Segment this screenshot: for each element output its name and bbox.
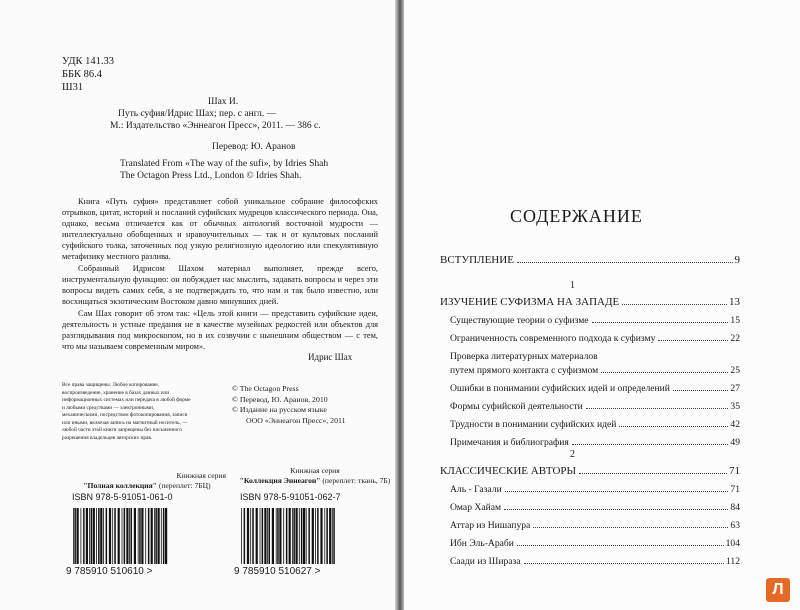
- barcode-bar: [141, 508, 143, 564]
- copyright-line: © The Octagon Press: [232, 384, 299, 393]
- toc-item-page: 104: [725, 538, 740, 549]
- barcode-bar: [252, 508, 254, 564]
- barcode-bar: [286, 508, 288, 564]
- udk-code: УДК 141.33: [62, 56, 115, 67]
- series-two-binding: (переплет: ткань, 7Б): [322, 476, 391, 485]
- barcode-bar: [131, 508, 133, 564]
- toc-chapter-title: ИЗУЧЕНИЕ СУФИЗМА НА ЗАПАДЕ: [440, 296, 620, 308]
- toc-item-title: Примечания и библиография: [450, 437, 569, 448]
- barcode-bar: [315, 508, 316, 564]
- barcode-bar: [145, 508, 146, 564]
- copyright-line: © Издание на русском языке: [232, 405, 327, 414]
- biblio-publisher: М.: Издательство «Эннеагон Пресс», 2011. — 386 с.: [110, 121, 321, 131]
- toc-item-row: [450, 520, 740, 531]
- barcode-bar: [329, 508, 331, 564]
- toc-item-page: 25: [730, 365, 740, 376]
- barcode-bar: [165, 508, 167, 564]
- barcode-bar: [73, 508, 74, 564]
- toc-item-row: [450, 351, 740, 362]
- toc-chapter-row: [440, 296, 740, 308]
- series-one-label: Книжная серия: [176, 471, 226, 480]
- book-gutter: [395, 0, 404, 610]
- series-one-binding: (переплет: 7БЦ): [158, 481, 211, 490]
- barcode-bar: [161, 508, 162, 564]
- barcode-bar: [148, 508, 150, 564]
- toc-chapter-title: КЛАССИЧЕСКИЕ АВТОРЫ: [440, 465, 577, 477]
- bbk-code: ББК 86.4: [62, 69, 103, 80]
- toc-item-title: Омар Хайам: [450, 502, 502, 513]
- copyright-block: [232, 384, 345, 426]
- toc-item-row: [450, 556, 740, 567]
- toc-chapter-page: 13: [729, 296, 740, 308]
- isbn-one: ISBN 978-5-91051-061-0: [72, 492, 173, 502]
- barcode-bar: [241, 508, 242, 564]
- barcode-bar: [279, 508, 281, 564]
- barcode-bar: [289, 508, 291, 564]
- annotation-paragraph: Книга «Путь суфия» представляет собой уникальное собрание философских отрывков, цитат, историй и посланий суфийских мудрецов классического периода. Она, однако, весьма отличается как от обычных антологий восточной мудрости — интеллектуально обобщенных и нравоучительных — так и от культовых посланий суфийского толка, заточенных под узкую религиозную идеологию или спекулятивную метафизику местного разлива.: [62, 197, 378, 261]
- barcode-bar: [106, 508, 108, 564]
- annotation-text: [62, 196, 378, 353]
- barcode-bar: [114, 508, 116, 564]
- barcode-bar: [138, 508, 139, 564]
- translated-from-block: [120, 158, 328, 182]
- publisher-logo-icon: Л: [766, 578, 790, 602]
- toc-item-title: Саади из Шираза: [450, 556, 521, 567]
- barcode-bar: [269, 508, 271, 564]
- translated-from-line: Translated From «The way of the sufi», by Idries Shah: [120, 159, 329, 169]
- isbn-two: ISBN 978-5-91051-062-7: [240, 492, 341, 502]
- toc-item-page: 112: [725, 556, 740, 567]
- bibliographic-record: [110, 96, 370, 132]
- toc-leader: [619, 425, 728, 427]
- barcode-bar: [74, 508, 76, 564]
- toc-leader: [517, 544, 724, 546]
- barcode-bar: [151, 508, 153, 564]
- barcode-bar: [272, 508, 274, 564]
- barcode-bar: [134, 508, 136, 564]
- barcode-bar: [244, 508, 246, 564]
- barcode-bar: [276, 508, 277, 564]
- translator-line: Перевод: Ю. Аранов: [212, 142, 296, 152]
- barcode-two: [240, 508, 336, 564]
- barcode-bar: [129, 508, 130, 564]
- toc-item-title: Ибн Эль-Араби: [450, 538, 514, 549]
- series-two-name: "Коллекция Эннеагон": [239, 476, 321, 485]
- barcode-bar: [333, 508, 335, 564]
- barcode-bar: [293, 508, 295, 564]
- biblio-author: Шах И.: [208, 97, 239, 107]
- barcode-bar: [303, 508, 305, 564]
- toc-leader: [505, 490, 729, 492]
- barcode-bar: [103, 508, 104, 564]
- toc-item-row: [450, 333, 740, 344]
- chapter-number: 2: [570, 449, 575, 460]
- barcode-bar: [306, 508, 307, 564]
- toc-item-title: Трудности в понимании суфийских идей: [450, 419, 617, 430]
- barcode-bar: [256, 508, 258, 564]
- udk-block: [62, 55, 114, 94]
- toc-item-row: [450, 437, 740, 448]
- toc-leader: [658, 339, 728, 341]
- barcode-bar: [260, 508, 261, 564]
- barcode-bar: [154, 508, 155, 564]
- barcode-bar: [267, 508, 268, 564]
- barcode-bar: [283, 508, 284, 564]
- rights-notice: Все права защищены. Любое копирование, воспроизведение, хранение в базах данных или информационных системах или передача в любой форме и любыми средствами — электронными, механическими, посредством фотокопирования, записи или иными, включая запись на магнитный носитель, — любой части этой книги запрещены без письменного разрешения владельцев авторских прав.: [62, 382, 191, 441]
- toc-item-row: [450, 365, 740, 376]
- barcode-bar: [264, 508, 266, 564]
- barcode-bar: [126, 508, 128, 564]
- toc-intro-page: 9: [734, 254, 740, 266]
- toc-item-row: [450, 383, 740, 394]
- barcode-bar: [158, 508, 160, 564]
- barcode-bar: [324, 508, 325, 564]
- toc-item-title: путем прямого контакта с суфизмом: [450, 365, 599, 376]
- barcode-bar: [250, 508, 251, 564]
- barcode-two-number: 9 785910 510627 >: [234, 566, 321, 577]
- barcode-bar: [326, 508, 328, 564]
- barcode-one-number: 9 785910 510610 >: [66, 566, 153, 577]
- toc-item-title: Ошибки в понимании суфийских идей и определений: [450, 383, 670, 394]
- barcode-bar: [308, 508, 310, 564]
- toc-leader: [673, 389, 728, 391]
- barcode-bar: [77, 508, 79, 564]
- series-one-block: [62, 471, 232, 491]
- toc-leader: [517, 261, 733, 263]
- barcode-bar: [100, 508, 102, 564]
- toc-item-title: Формы суфийской деятельности: [450, 401, 583, 412]
- barcode-bar: [301, 508, 303, 564]
- barcode-bar: [124, 508, 126, 564]
- barcode-bar: [312, 508, 314, 564]
- barcode-bar: [112, 508, 113, 564]
- barcode-bar: [320, 508, 322, 564]
- barcode-bar: [118, 508, 120, 564]
- barcode-bar: [317, 508, 319, 564]
- barcode-bar: [98, 508, 100, 564]
- toc-item-page: 22: [730, 333, 740, 344]
- barcode-bar: [247, 508, 249, 564]
- toc-intro-title: ВСТУПЛЕНИЕ: [440, 254, 514, 266]
- toc-item-row: [450, 502, 740, 513]
- toc-item-title: Ограниченность современного подхода к суфизму: [450, 333, 656, 344]
- toc-item-page: 84: [730, 502, 740, 513]
- barcode-bar: [86, 508, 88, 564]
- barcode-bar: [96, 508, 97, 564]
- barcode-one: [72, 508, 168, 564]
- toc-title: СОДЕРЖАНИЕ: [510, 206, 643, 226]
- toc-item-page: 71: [730, 484, 740, 495]
- toc-item-page: 27: [730, 383, 740, 394]
- barcode-bar: [139, 508, 141, 564]
- copyright-line: © Перевод, Ю. Аранов, 2010: [232, 394, 328, 404]
- barcode-bar: [93, 508, 95, 564]
- barcode-bar: [81, 508, 82, 564]
- toc-leader: [592, 321, 729, 323]
- toc-leader: [601, 371, 728, 373]
- chapter-number: 1: [570, 280, 575, 291]
- toc-item-page: 42: [730, 419, 740, 430]
- toc-item-row: [450, 315, 740, 326]
- toc-item-page: 49: [730, 437, 740, 448]
- barcode-bar: [277, 508, 279, 564]
- barcode-bar: [299, 508, 300, 564]
- barcode-bar: [262, 508, 264, 564]
- barcode-bar: [122, 508, 123, 564]
- toc-item-row: [450, 401, 740, 412]
- toc-leader: [586, 407, 729, 409]
- toc-item-page: 63: [730, 520, 740, 531]
- barcode-bar: [109, 508, 111, 564]
- toc-item-page: 15: [730, 315, 740, 326]
- toc-chapter-page: 71: [729, 465, 740, 477]
- annotation-signature: Идрис Шах: [308, 352, 353, 362]
- toc-chapter-row: [440, 465, 740, 477]
- author-mark: Ш31: [62, 82, 84, 93]
- toc-leader: [579, 472, 727, 474]
- annotation-paragraph: Сам Шах говорит об этом так: «Цель этой книги — представить суфийские идеи, деятельность и устные предания не в качестве музейных редкостей или объектов для разглядывания под микроскопом, но в их созвучии с нынешним обществом — с тем, что мы называем современным миром».: [62, 309, 378, 351]
- annotation-paragraph: Собранный Идрисом Шахом материал выполняет, прежде всего, инструментальную функцию: он побуждает нас мыслить, задавать вопросы и через эти вопросы видеть самих себя, а не подтверждать то, что нам и так было известно, или восхищаться экзотическим Востоком давно минувших дней.: [62, 264, 378, 306]
- barcode-bar: [83, 508, 85, 564]
- toc-leader: [533, 526, 728, 528]
- original-publisher-line: The Octagon Press Ltd., London © Idries Shah.: [120, 171, 302, 181]
- toc-item-title: Аль - Газали: [450, 484, 502, 495]
- barcode-bar: [91, 508, 93, 564]
- toc-leader: [504, 508, 728, 510]
- toc-item-title: Аттар из Нишапура: [450, 520, 531, 531]
- toc-item-row: [450, 538, 740, 549]
- barcode-bar: [163, 508, 165, 564]
- toc-intro-row: [440, 254, 740, 266]
- toc-item-row: [450, 484, 740, 495]
- barcode-bar: [292, 508, 293, 564]
- barcode-bar: [155, 508, 157, 564]
- toc-leader: [622, 303, 727, 305]
- barcode-bar: [89, 508, 90, 564]
- toc-item-title: Существующие теории о суфизме: [450, 315, 589, 326]
- biblio-title: Путь суфия/Идрис Шах; пер. с англ. —: [118, 109, 277, 119]
- toc-item-title: Проверка литературных материалов: [450, 351, 598, 362]
- toc-item-row: [450, 419, 740, 430]
- barcode-bar: [332, 508, 333, 564]
- toc-item-page: 35: [730, 401, 740, 412]
- copyright-line: ООО «Эннеагон Пресс», 2011: [246, 415, 346, 425]
- toc-leader: [572, 443, 729, 445]
- series-two-block: [234, 466, 396, 486]
- toc-leader: [524, 562, 724, 564]
- series-two-label: Книжная серия: [290, 466, 340, 475]
- series-one-name: "Полная коллекция": [83, 481, 157, 490]
- barcode-bar: [296, 508, 298, 564]
